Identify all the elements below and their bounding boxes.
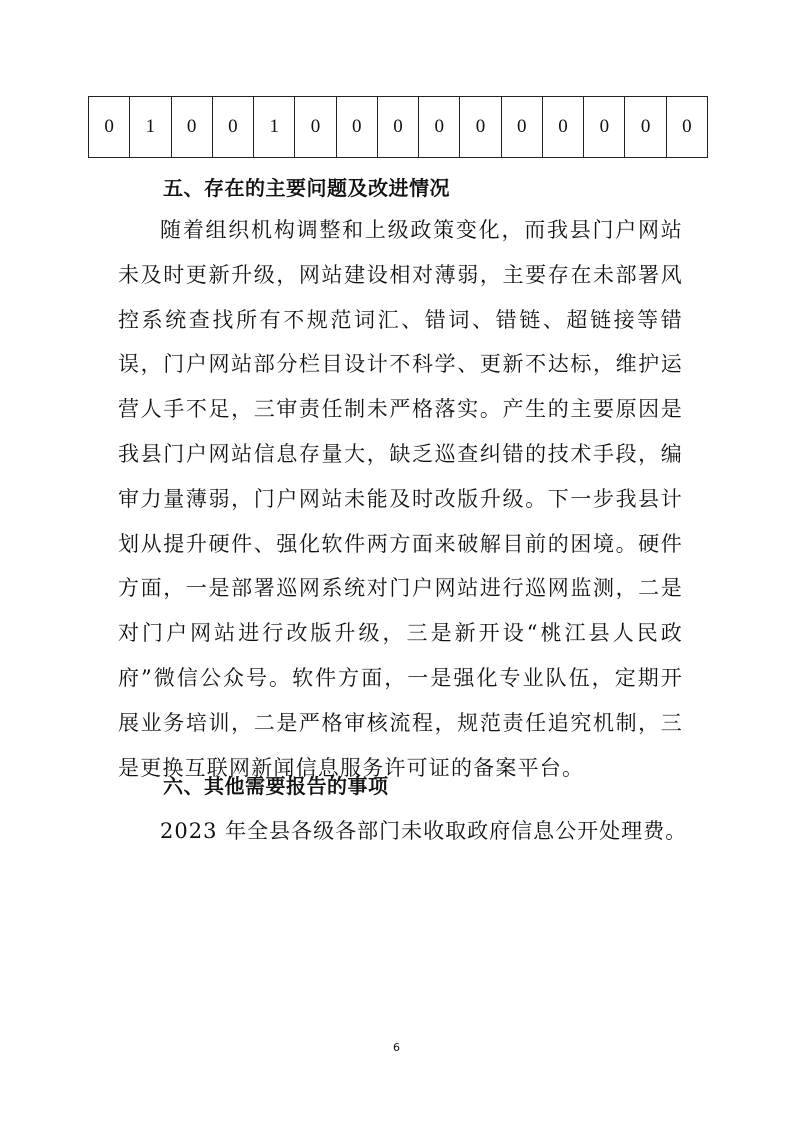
section-6-heading: 六、其他需要报告的事项 (163, 774, 389, 798)
table-cell: 0 (501, 97, 542, 158)
table-cell: 0 (171, 97, 212, 158)
table-cell: 0 (212, 97, 253, 158)
section-5-paragraph: 随着组织机构调整和上级政策变化，而我县门户网站未及时更新升级，网站建设相对薄弱，主要存在未部署风控系统查找所有不规范词汇、错词、错链、超链接等错误，门户网站部分栏目设计不科学、更新不达标，维护运营人手不足，三审责任制未严格落实。产生的主要原因是我县门户网站信息存量大，缺乏巡查纠错的技术手段，编审力量薄弱，门户网站未能及时改版升级。下一步我县计划从提升硬件、强化软件两方面来破解目前的困境。硬件方面，一是部署巡网系统对门户网站进行巡网监测，二是对门户网站进行改版升级，三是新开设“桃江县人民政府”微信公众号。软件方面，一是强化专业队伍，定期开展业务培训，二是严格审核流程，规范责任追究机制，三是更换互联网新闻信息服务许可证的备案平台。 (118, 218, 683, 780)
table-cell: 0 (625, 97, 666, 158)
data-table (88, 96, 708, 158)
table-cell: 0 (584, 97, 625, 158)
table-cell: 1 (254, 97, 295, 158)
table-row (89, 97, 708, 158)
table-cell: 0 (542, 97, 583, 158)
section-6-paragraph: 2023 年全县各级各部门未收取政府信息公开处理费。 (160, 819, 688, 843)
table-cell: 0 (666, 97, 707, 158)
table-cell: 0 (419, 97, 460, 158)
table-cell: 0 (377, 97, 418, 158)
page-number: 6 (393, 1041, 400, 1054)
table-cell: 0 (295, 97, 336, 158)
table-cell: 0 (336, 97, 377, 158)
table-cell: 0 (89, 97, 130, 158)
table-cell: 1 (130, 97, 171, 158)
section-5-heading: 五、存在的主要问题及改进情况 (163, 176, 450, 200)
table-cell: 0 (460, 97, 501, 158)
